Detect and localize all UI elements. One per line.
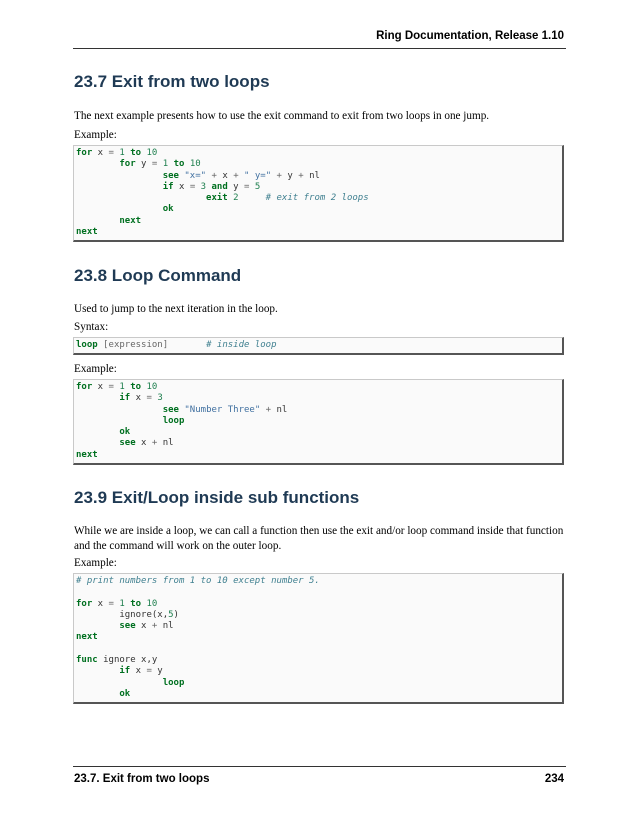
code-token: [76, 159, 119, 169]
code-token: to: [173, 159, 185, 170]
code-token: [76, 204, 163, 214]
code-token: 3: [200, 181, 207, 192]
code-token: loop: [162, 415, 185, 426]
example-label: Example:: [74, 557, 117, 569]
code-token: x: [216, 170, 234, 181]
code-token: 1: [119, 598, 125, 609]
code-token: [76, 182, 163, 192]
code-token: +: [233, 170, 239, 181]
code-token: ok: [162, 204, 174, 215]
code-token: 1: [119, 148, 125, 158]
code-token: 10: [146, 598, 158, 609]
code-token: [76, 216, 119, 226]
code-token: # inside loop: [206, 340, 277, 350]
code-token: [76, 416, 163, 426]
code-line: [76, 216, 562, 227]
code-token: [239, 193, 266, 203]
code-token: for: [76, 598, 93, 609]
code-token: =: [244, 181, 250, 192]
code-token: +: [276, 170, 282, 181]
code-token: [76, 171, 163, 181]
code-token: [76, 438, 119, 448]
code-token: next: [119, 215, 142, 226]
code-line: [76, 621, 562, 632]
code-token: next: [76, 227, 98, 238]
code-token: " y=": [244, 170, 272, 181]
code-token: see: [162, 404, 179, 415]
code-token: ok: [119, 427, 131, 438]
code-token: [76, 678, 163, 688]
code-token: x: [135, 621, 152, 632]
code-token: x: [92, 598, 109, 609]
running-header: Ring Documentation, Release 1.10: [376, 30, 564, 42]
code-line: [76, 405, 562, 416]
code-line: [76, 340, 562, 351]
footer-section-title: 23.7. Exit from two loops: [74, 773, 210, 785]
code-token: [76, 405, 163, 415]
code-token: 5: [168, 609, 174, 620]
section-intro-23-8: Used to jump to the next iteration in the loop.: [74, 303, 278, 315]
code-line: [76, 171, 562, 182]
code-token: to: [130, 148, 142, 158]
code-token: 1: [162, 159, 169, 170]
code-line: [76, 678, 562, 689]
code-token: [76, 621, 119, 631]
code-line: [76, 689, 562, 700]
code-token: to: [130, 598, 142, 609]
code-token: see: [119, 621, 136, 632]
code-token: for: [76, 148, 93, 158]
code-token: x: [130, 393, 147, 404]
code-token: 2: [233, 193, 239, 204]
code-token: y: [135, 159, 152, 170]
code-token: =: [108, 382, 114, 392]
code-token: =: [108, 148, 114, 158]
code-token: x: [173, 181, 190, 192]
code-token: ok: [119, 688, 131, 699]
code-token: see: [119, 438, 136, 449]
code-token: x: [92, 382, 109, 392]
code-token: to: [130, 382, 142, 392]
code-token: 1: [119, 382, 125, 392]
code-line: [76, 393, 562, 404]
code-line: [76, 576, 562, 587]
code-line: [76, 159, 562, 170]
code-token: next: [76, 449, 98, 460]
page-number: 234: [544, 773, 564, 785]
section-intro-23-7: The next example presents how to use the exit command to exit from two loops in one jump.: [74, 110, 490, 122]
code-token: +: [298, 170, 304, 181]
code-token: ignore(x,: [76, 609, 169, 620]
code-line: [76, 587, 562, 598]
code-token: x: [135, 438, 152, 449]
code-token: nl: [157, 438, 174, 449]
code-token: [168, 340, 206, 350]
code-token: nl: [271, 404, 288, 415]
code-token: +: [151, 438, 158, 449]
code-token: x: [130, 666, 147, 677]
code-token: if: [119, 666, 131, 677]
code-token: =: [189, 181, 196, 192]
code-line: [76, 438, 562, 449]
code-token: =: [151, 159, 158, 170]
example-label: Example:: [74, 129, 117, 141]
code-line: [76, 382, 562, 393]
code-line: [76, 610, 562, 621]
code-token: +: [211, 170, 217, 181]
code-token: ): [173, 609, 179, 620]
code-line: [76, 227, 562, 238]
code-token: [76, 427, 119, 437]
code-token: exit: [206, 193, 228, 204]
code-token: [76, 393, 119, 403]
code-block-exit-example: [73, 145, 564, 242]
code-token: y: [281, 170, 299, 181]
code-line: [76, 599, 562, 610]
code-line: [76, 644, 562, 655]
code-token: [expression]: [103, 340, 169, 350]
code-token: loop: [162, 677, 185, 688]
code-token: =: [146, 393, 152, 404]
code-token: [76, 193, 206, 203]
code-token: 10: [189, 159, 201, 170]
code-token: if: [119, 393, 131, 404]
code-line: [76, 666, 562, 677]
code-line: [76, 450, 562, 461]
code-token: next: [76, 632, 98, 643]
code-line: [76, 193, 562, 204]
code-token: =: [146, 666, 152, 677]
code-token: func: [76, 655, 98, 666]
code-token: 3: [157, 393, 163, 404]
code-token: x: [92, 148, 109, 158]
section-intro-23-9: While we are inside a loop, we can call a function then use the exit and/or loop command inside that function and the command will work on the outer loop.: [74, 525, 564, 552]
code-line: [76, 416, 562, 427]
code-token: =: [108, 598, 114, 609]
code-token: +: [151, 621, 158, 632]
code-token: [76, 689, 119, 699]
code-token: "Number Three": [184, 404, 261, 415]
footer-rule: [73, 766, 566, 767]
code-line: [76, 427, 562, 438]
code-token: # print numbers from 1 to 10 except number 5.: [76, 576, 320, 586]
code-line: [76, 632, 562, 643]
code-block-sub-functions-example: [73, 573, 564, 704]
code-line: [76, 148, 562, 159]
code-token: 10: [146, 148, 158, 158]
code-token: 10: [146, 382, 158, 392]
code-block-loop-syntax: [73, 337, 564, 355]
code-line: [76, 655, 562, 666]
code-token: [76, 666, 119, 676]
code-token: "x=": [184, 170, 207, 181]
code-line: [76, 182, 562, 193]
syntax-label: Syntax:: [74, 321, 109, 333]
code-token: # exit from 2 loops: [265, 193, 369, 204]
section-heading-23-9: 23.9 Exit/Loop inside sub functions: [74, 488, 360, 507]
code-token: ignore x,y: [97, 655, 158, 666]
section-heading-23-7: 23.7 Exit from two loops: [74, 72, 270, 91]
code-token: +: [265, 404, 272, 415]
example-label: Example:: [74, 363, 117, 375]
code-line: [76, 204, 562, 215]
code-token: for: [119, 159, 136, 170]
code-token: and: [211, 181, 228, 192]
code-token: y: [227, 181, 245, 192]
code-block-loop-example: [73, 379, 564, 465]
code-token: 5: [254, 181, 261, 192]
header-rule: [73, 48, 566, 49]
code-token: loop: [76, 340, 98, 350]
code-token: for: [76, 382, 93, 392]
code-token: nl: [303, 170, 320, 181]
code-token: y: [151, 666, 163, 677]
code-token: see: [162, 170, 179, 181]
code-token: nl: [157, 621, 174, 632]
section-heading-23-8: 23.8 Loop Command: [74, 266, 242, 285]
code-token: if: [162, 181, 174, 192]
